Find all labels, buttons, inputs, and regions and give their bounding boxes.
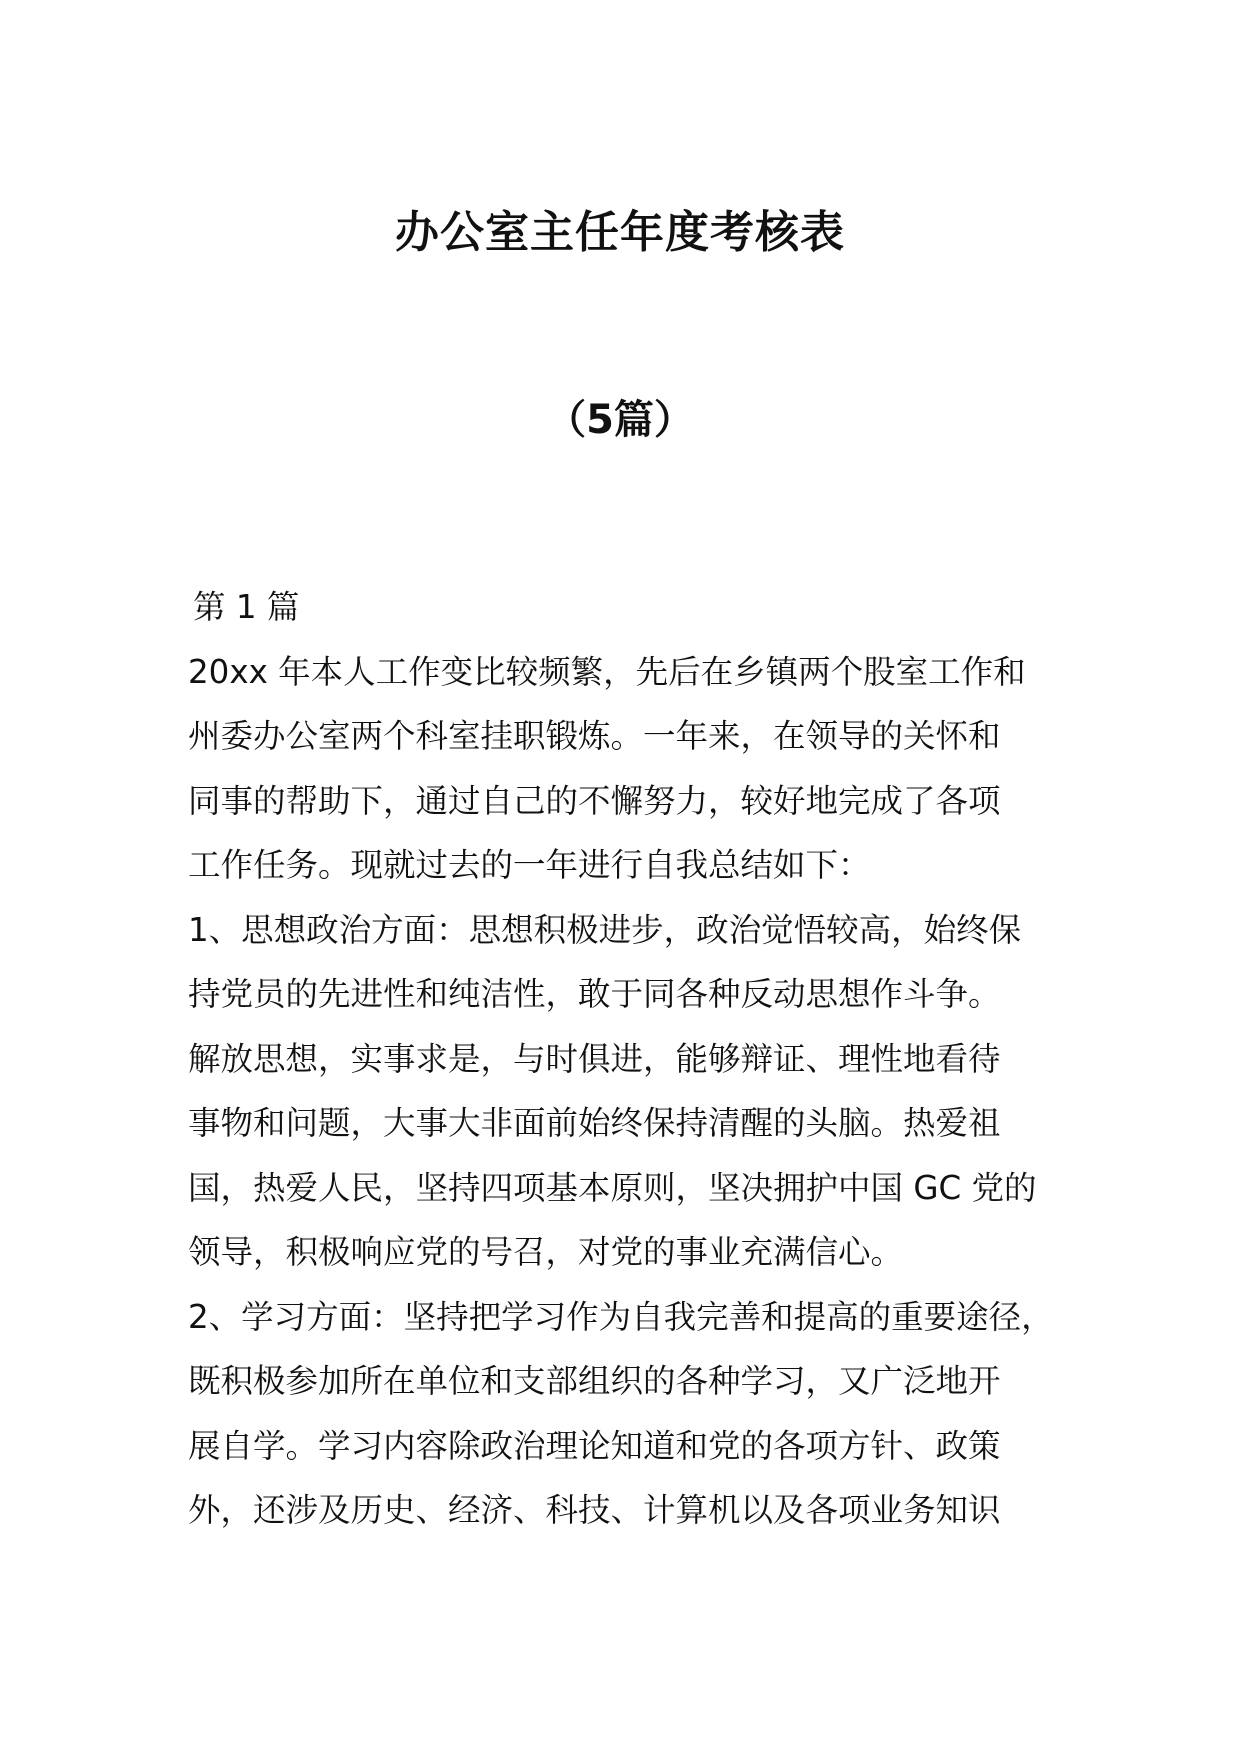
document-body bbox=[188, 575, 1088, 1543]
body-line: 事物和问题，大事大非面前始终保持清醒的头脑。热爱祖 bbox=[188, 1104, 1001, 1142]
body-line: 领导，积极响应党的号召，对党的事业充满信心。 bbox=[188, 1233, 904, 1271]
body-line: 持党员的先进性和纯洁性，敢于同各种反动思想作斗争。 bbox=[188, 975, 1001, 1013]
body-line: 既积极参加所在单位和支部组织的各种学习，又广泛地开 bbox=[188, 1362, 1001, 1400]
body-line: 国，热爱人民，坚持四项基本原则，坚决拥护中国 GC 党的 bbox=[188, 1168, 1037, 1207]
body-line: 解放思想，实事求是，与时俱进，能够辩证、理性地看待 bbox=[188, 1039, 1001, 1078]
body-line: 同事的帮助下，通过自己的不懈努力，较好地完成了各项 bbox=[188, 781, 1001, 820]
body-line: 2、学习方面：坚持把学习作为自我完善和提高的重要途径， bbox=[188, 1297, 1054, 1336]
body-line: 展自学。学习内容除政治理论知道和党的各项方针、政策 bbox=[188, 1426, 1001, 1465]
document-subtitle: （5篇） bbox=[546, 397, 694, 443]
body-line: 州委办公室两个科室挂职锻炼。一年来，在领导的关怀和 bbox=[188, 717, 1001, 755]
section-heading: 第 1 篇 bbox=[193, 588, 300, 626]
body-line: 20xx 年本人工作变比较频繁，先后在乡镇两个股室工作和 bbox=[188, 652, 1026, 691]
body-line: 工作任务。现就过去的一年进行自我总结如下： bbox=[188, 846, 871, 884]
document-title: 办公室主任年度考核表 bbox=[395, 207, 845, 258]
body-line: 1、思想政治方面：思想积极进步，政治觉悟较高，始终保 bbox=[188, 910, 1022, 949]
body-line: 外，还涉及历史、经济、科技、计算机以及各项业务知识 bbox=[188, 1491, 1001, 1529]
